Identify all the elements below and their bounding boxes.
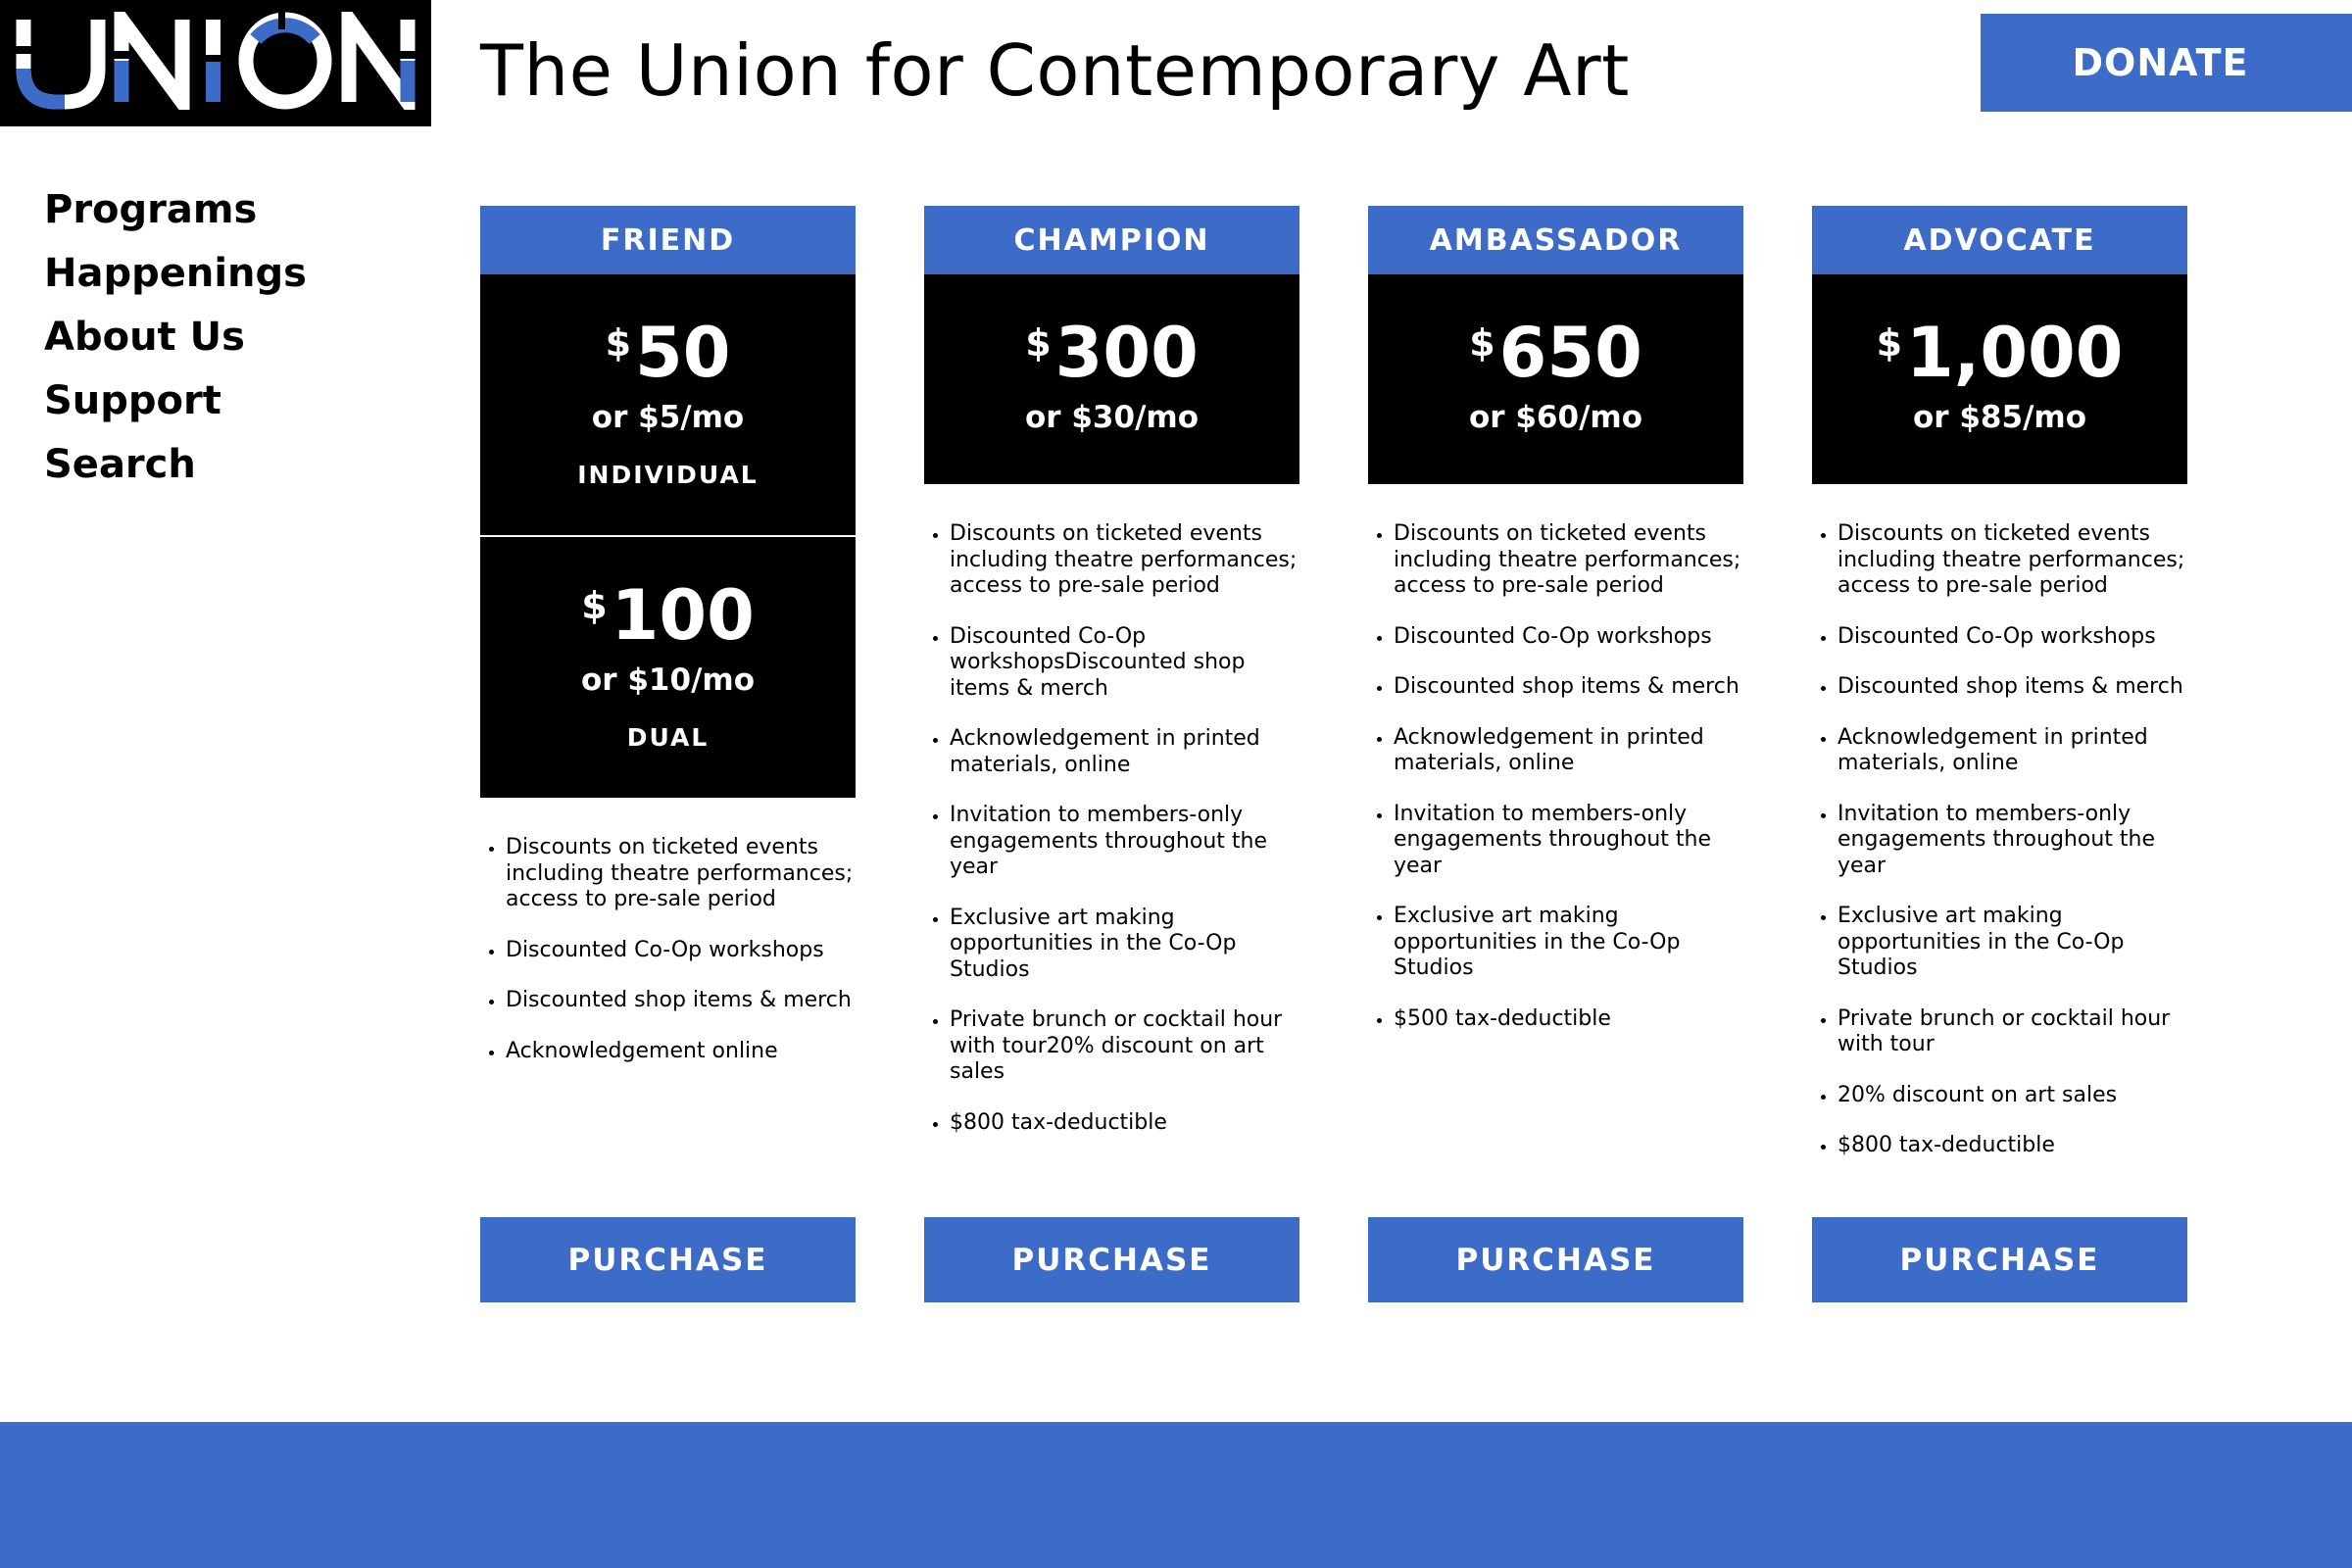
nav-item-support[interactable]: Support	[44, 378, 221, 423]
site-title: The Union for Contemporary Art	[480, 29, 1630, 112]
benefit-item: • 20% discount on art sales	[1838, 1083, 2187, 1109]
benefit-item: • Discounted shop items & merch	[1838, 674, 2187, 701]
price-value: 650	[1498, 313, 1642, 393]
nav-item-happenings[interactable]: Happenings	[44, 251, 307, 296]
benefit-item: • Acknowledgement in printed materials, online	[1394, 725, 1743, 777]
currency-symbol: $	[1469, 321, 1495, 365]
nav-item-search[interactable]: Search	[44, 442, 196, 487]
tier-ambassador-header: AMBASSADOR	[1368, 206, 1743, 274]
main-nav	[44, 178, 307, 497]
tier-ambassador-price	[1368, 274, 1743, 484]
benefit-item: • Discounted shop items & merch	[506, 988, 856, 1014]
benefit-item: • Exclusive art making opportunities in the Co-Op Studios	[1394, 904, 1743, 982]
benefit-item: • $800 tax-deductible	[950, 1110, 1299, 1137]
currency-symbol: $	[581, 584, 608, 627]
benefit-item: • Invitation to members-only engagements throughout the year	[1838, 802, 2187, 880]
price-kind: DUAL	[626, 723, 710, 752]
price-monthly: or $5/mo	[591, 400, 745, 435]
price-value: 1,000	[1906, 313, 2124, 393]
tier-advocate-purchase-button[interactable]: PURCHASE	[1812, 1217, 2187, 1302]
tier-friend-header: FRIEND	[480, 206, 856, 274]
benefit-item: • Acknowledgement in printed materials, online	[950, 726, 1299, 778]
price-value: 300	[1054, 313, 1199, 393]
benefit-item: • $500 tax-deductible	[1394, 1006, 1743, 1033]
benefit-item: • Discounted Co-Op workshops	[1838, 624, 2187, 651]
price-amount	[480, 313, 856, 393]
benefit-item: • Discounts on ticketed events including theatre performances; access to pre-sale period	[950, 521, 1299, 600]
price-amount	[480, 575, 856, 656]
tier-champion-price	[924, 274, 1299, 484]
tier-advocate-header: ADVOCATE	[1812, 206, 2187, 274]
tier-friend-purchase-button[interactable]: PURCHASE	[480, 1217, 856, 1302]
donate-button[interactable]: DONATE	[1981, 14, 2352, 112]
price-value: 100	[611, 575, 755, 656]
benefit-item: • Exclusive art making opportunities in the Co-Op Studios	[1838, 904, 2187, 982]
tier-friend-price-dual	[480, 537, 856, 798]
tier-champion-benefits	[924, 521, 1299, 1160]
benefit-item: • Discounted Co-Op workshopsDiscounted shop items & merch	[950, 624, 1299, 703]
price-monthly: or $30/mo	[1024, 400, 1199, 435]
currency-symbol: $	[1876, 321, 1903, 365]
price-amount	[924, 313, 1299, 393]
benefit-item: • $800 tax-deductible	[1838, 1133, 2187, 1159]
tier-champion-purchase-button[interactable]: PURCHASE	[924, 1217, 1299, 1302]
union-logo[interactable]	[0, 0, 431, 126]
benefit-item: • Discounts on ticketed events including theatre performances; access to pre-sale period	[506, 835, 856, 913]
benefit-item: • Invitation to members-only engagements throughout the year	[1394, 802, 1743, 880]
nav-item-programs[interactable]: Programs	[44, 187, 258, 232]
tier-champion-header: CHAMPION	[924, 206, 1299, 274]
benefit-item: • Acknowledgement in printed materials, online	[1838, 725, 2187, 777]
tier-friend-price-individual	[480, 274, 856, 535]
tier-advocate-price	[1812, 274, 2187, 484]
union-logo-mark-icon	[16, 12, 417, 110]
benefit-item: • Discounted shop items & merch	[1394, 674, 1743, 701]
price-kind: INDIVIDUAL	[577, 461, 759, 489]
benefit-item: • Discounts on ticketed events including theatre performances; access to pre-sale period	[1394, 521, 1743, 600]
price-monthly: or $85/mo	[1912, 400, 2086, 435]
currency-symbol: $	[1025, 321, 1052, 365]
benefit-item: • Discounts on ticketed events including theatre performances; access to pre-sale period	[1838, 521, 2187, 600]
tier-advocate-benefits	[1812, 521, 2187, 1184]
benefit-item: • Discounted Co-Op workshops	[1394, 624, 1743, 651]
benefit-item: • Private brunch or cocktail hour with tour20% discount on art sales	[950, 1007, 1299, 1086]
price-amount	[1368, 313, 1743, 393]
benefit-item: • Invitation to members-only engagements throughout the year	[950, 803, 1299, 881]
price-amount	[1812, 313, 2187, 393]
benefit-item: • Acknowledgement online	[506, 1039, 856, 1065]
price-monthly: or $60/mo	[1468, 400, 1642, 435]
price-monthly: or $10/mo	[580, 662, 755, 698]
benefit-item: • Private brunch or cocktail hour with tour	[1838, 1006, 2187, 1058]
tier-ambassador-purchase-button[interactable]: PURCHASE	[1368, 1217, 1743, 1302]
nav-item-about-us[interactable]: About Us	[44, 315, 245, 360]
tier-friend-benefits	[480, 835, 856, 1089]
currency-symbol: $	[605, 321, 632, 365]
tier-ambassador-benefits	[1368, 521, 1743, 1056]
price-value: 50	[635, 313, 731, 393]
footer-bar	[0, 1422, 2352, 1568]
benefit-item: • Discounted Co-Op workshops	[506, 938, 856, 964]
benefit-item: • Exclusive art making opportunities in the Co-Op Studios	[950, 906, 1299, 984]
